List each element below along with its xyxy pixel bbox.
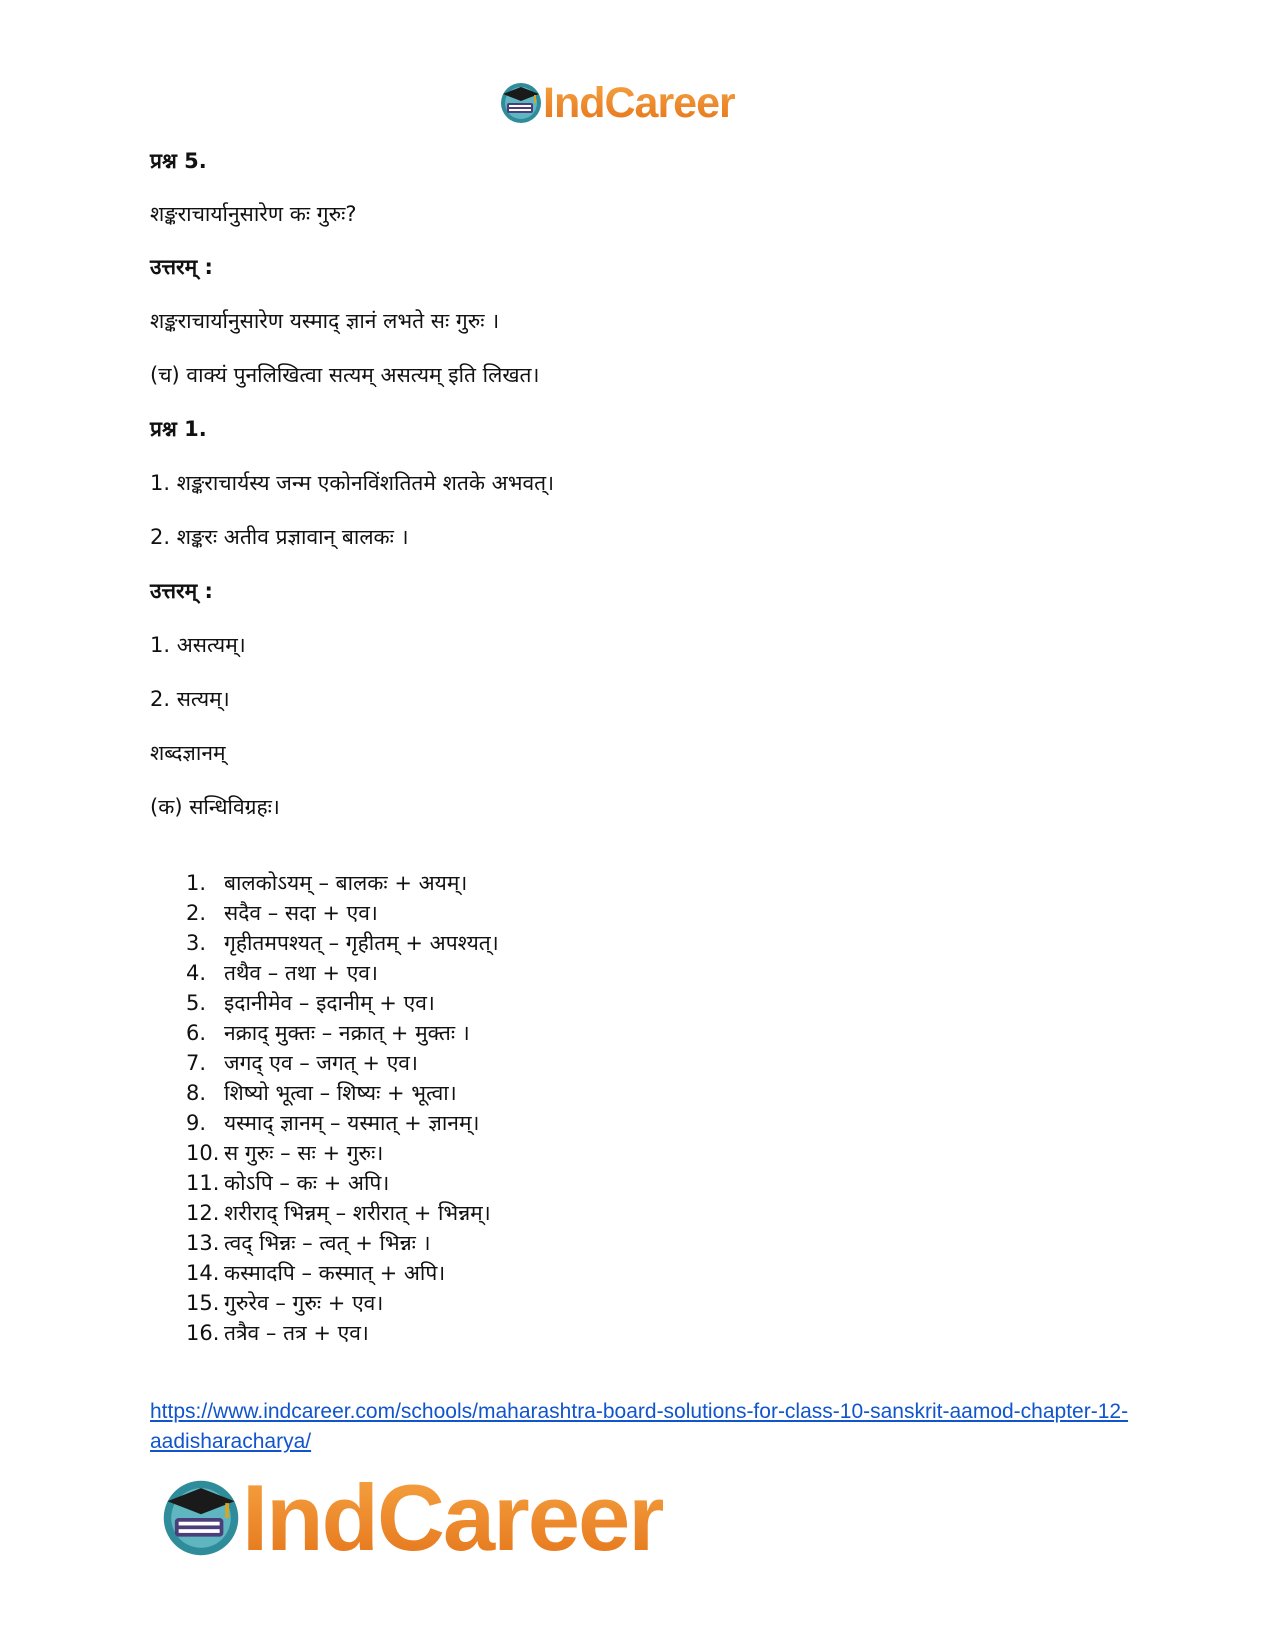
question-5-answer-label: उत्तरम् : [150, 255, 213, 279]
list-item: 15. गुरुरेव – गुरुः + एव। [186, 1291, 384, 1315]
source-link[interactable]: https://www.indcareer.com/schools/maharashtra-board-solutions-for-class-10-sanskrit-aamod-chapter-12-aadisharacharya/ [150, 1400, 1129, 1453]
list-item: 10. स गुरुः – सः + गुरुः। [186, 1141, 384, 1165]
graduation-book-emblem-icon [160, 1477, 242, 1559]
logo-wordmark: IndCareer [242, 1465, 663, 1570]
list-item: 12. शरीराद् भिन्नम् – शरीरात् + भिन्नम्। [186, 1201, 491, 1225]
sandhi-heading: (क) सन्धिविग्रहः। [150, 795, 280, 819]
question-1-answer-label: उत्तरम् : [150, 579, 213, 603]
list-item: 13. त्वद् भिन्नः – त्वत् + भिन्नः । [186, 1231, 431, 1255]
logo-wordmark: IndCareer [543, 79, 735, 127]
question-5-text: शङ्कराचार्यानुसारेण कः गुरुः? [150, 202, 357, 226]
question-1-label: प्रश्न 1. [150, 417, 207, 441]
answer-2: 2. सत्यम्। [150, 687, 230, 711]
list-item: 3. गृहीतमपश्यत् – गृहीतम् + अपश्यत्। [186, 931, 499, 955]
sandhi-list [186, 868, 499, 1348]
graduation-book-emblem-icon [499, 81, 543, 125]
answer-1: 1. असत्यम्। [150, 633, 246, 657]
statement-1: 1. शङ्कराचार्यस्य जन्म एकोनविंशतितमे शतके अभवत्। [150, 471, 555, 495]
list-item: 14. कस्मादपि – कस्मात् + अपि। [186, 1261, 446, 1285]
section-ch-heading: (च) वाक्यं पुनलिखित्वा सत्यम् असत्यम् इति लिखत। [150, 363, 540, 387]
list-item: 8. शिष्यो भूत्वा – शिष्यः + भूत्वा। [186, 1081, 457, 1105]
list-item: 2. सदैव – सदा + एव। [186, 901, 378, 925]
list-item: 16. तत्रैव – तत्र + एव। [186, 1321, 369, 1345]
list-item: 7. जगद् एव – जगत् + एव। [186, 1051, 418, 1075]
list-item: 5. इदानीमेव – इदानीम् + एव। [186, 991, 435, 1015]
list-item: 9. यस्माद् ज्ञानम् – यस्मात् + ज्ञानम्। [186, 1111, 480, 1135]
list-item: 6. नक्राद् मुक्तः – नक्रात् + मुक्तः । [186, 1021, 470, 1045]
list-item: 4. तथैव – तथा + एव। [186, 961, 378, 985]
statement-2: 2. शङ्करः अतीव प्रज्ञावान् बालकः । [150, 525, 409, 549]
shabdajnanam-heading: शब्दज्ञानम् [150, 741, 226, 765]
header-logo [499, 80, 735, 126]
list-item: 11. कोऽपि – कः + अपि। [186, 1171, 390, 1195]
list-item: 1. बालकोऽयम् – बालकः + अयम्। [186, 871, 468, 895]
question-5-answer: शङ्कराचार्यानुसारेण यस्माद् ज्ञानं लभते सः गुरुः । [150, 309, 500, 333]
footer-logo [160, 1465, 663, 1570]
question-5-label: प्रश्न 5. [150, 149, 207, 173]
